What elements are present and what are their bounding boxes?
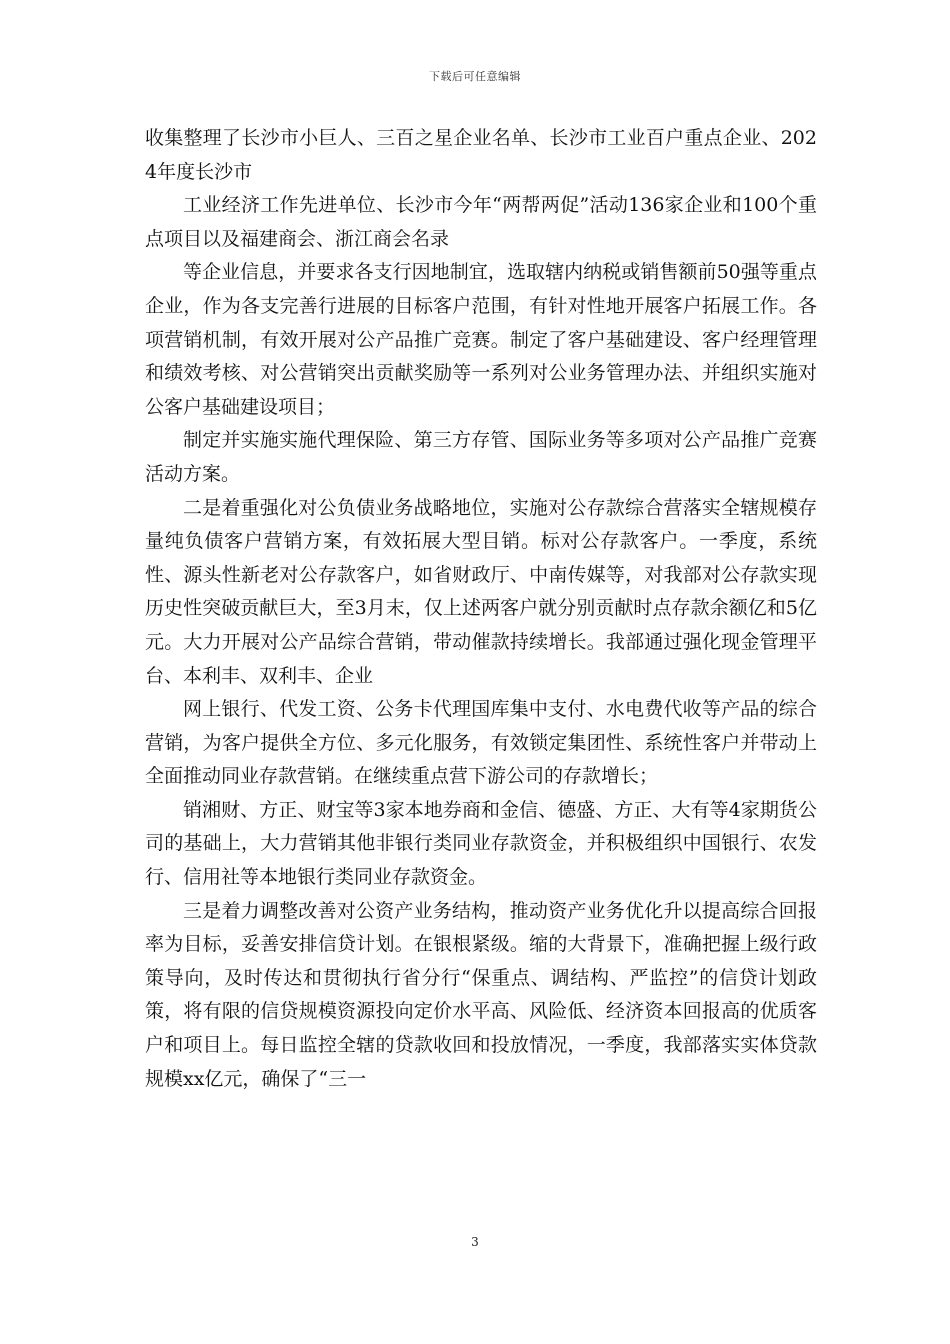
paragraph-6: 网上银行、代发工资、公务卡代理国库集中支付、水电费代收等产品的综合营销，为客户提供全方位、多元化服务，有效锁定集团性、系统性客户并带动上全面推动同业存款营销。在继续重点营下游公司的存款增长； <box>145 698 817 788</box>
paragraph-7: 销湘财、方正、财宝等3家本地券商和金信、德盛、方正、大有等4家期货公司的基础上，大力营销其他非银行类同业存款资金，并积极组织中国银行、农发行、信用社等本地银行类同业存款资金。 <box>145 798 817 889</box>
paragraph-4: 制定并实施实施代理保险、第三方存管、国际业务等多项对公产品推广竞赛活动方案。 <box>145 429 817 485</box>
page-number: 3 <box>471 1235 479 1249</box>
page-header: 下载后可任意编辑 <box>429 70 521 83</box>
paragraph-1: 收集整理了长沙市小巨人、三百之星企业名单、长沙市工业百户重点企业、2024年度长沙市 <box>145 127 817 183</box>
document-body <box>145 122 817 1096</box>
paragraph-5: 二是着重强化对公负债业务战略地位，实施对公存款综合营落实全辖规模存量纯负债客户营销方案，有效拓展大型目销。标对公存款客户。一季度，系统性、源头性新老对公存款客户，如省财政厅、中南传媒等，对我部对公存款实现历史性突破贡献巨大，至3月末，仅上述两客户就分别贡献时点存款余额亿和5亿元。大力开展对公产品综合营销，带动催款持续增长。我部通过强化现金管理平台、本利丰、双利丰、企业 <box>145 496 817 687</box>
paragraph-3: 等企业信息，并要求各支行因地制宜，选取辖内纳税或销售额前50强等重点企业，作为各支完善行进展的目标客户范围，有针对性地开展客户拓展工作。各项营销机制，有效开展对公产品推广竞赛。制定了客户基础建设、客户经理管理和绩效考核、对公营销突出贡献奖励等一系列对公业务管理办法、并组织实施对公客户基础建设项目； <box>145 261 817 418</box>
paragraph-8: 三是着力调整改善对公资产业务结构，推动资产业务优化升以提高综合回报率为目标，妥善安排信贷计划。在银根紧级。缩的大背景下，准确把握上级行政策导向，及时传达和贯彻执行省分行“保重点、调结构、严监控”的信贷计划政策，将有限的信贷规模资源投向定价水平高、风险低、经济资本回报高的优质客户和项目上。每日监控全辖的贷款收回和投放情况，一季度，我部落实实体贷款规模xx亿元，确保了“三一 <box>145 899 817 1090</box>
paragraph-2: 工业经济工作先进单位、长沙市今年“两帮两促”活动136家企业和100个重点项目以及福建商会、浙江商会名录 <box>145 194 817 250</box>
